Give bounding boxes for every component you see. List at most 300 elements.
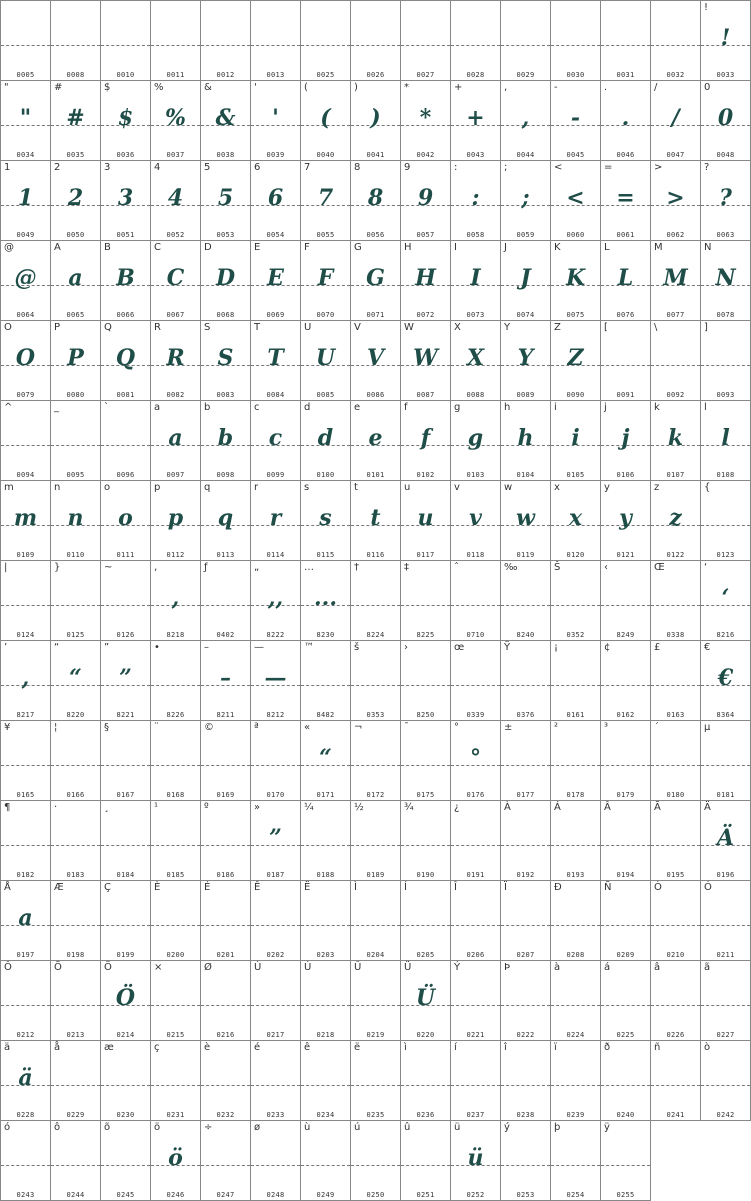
keyboard-character: Ó bbox=[704, 882, 712, 893]
glyph-cell bbox=[101, 321, 151, 401]
font-glyph-sample bbox=[601, 338, 650, 378]
glyph-cell bbox=[301, 1121, 351, 1201]
character-code: 0181 bbox=[716, 791, 735, 799]
keyboard-character: 0 bbox=[704, 82, 711, 93]
character-code: 0220 bbox=[416, 1031, 435, 1039]
keyboard-character: ã bbox=[704, 962, 711, 973]
glyph-cell bbox=[251, 241, 301, 321]
glyph-cell bbox=[101, 1121, 151, 1201]
character-code: 0038 bbox=[216, 151, 235, 159]
keyboard-character: á bbox=[604, 962, 611, 973]
font-glyph-sample: X bbox=[466, 345, 485, 371]
font-glyph-sample bbox=[301, 818, 350, 858]
font-glyph-sample: z bbox=[669, 505, 682, 531]
font-glyph-sample bbox=[651, 1058, 700, 1098]
character-code: 8364 bbox=[716, 711, 735, 719]
font-glyph-sample: q bbox=[217, 505, 234, 531]
glyph-cell bbox=[201, 721, 251, 801]
keyboard-character: ¥ bbox=[4, 722, 11, 733]
keyboard-character: , bbox=[504, 82, 508, 93]
keyboard-character: I bbox=[454, 242, 457, 253]
glyph-cell bbox=[701, 241, 751, 321]
glyph-cell bbox=[51, 161, 101, 241]
character-code: 0039 bbox=[266, 151, 285, 159]
keyboard-character: Ù bbox=[254, 962, 262, 973]
keyboard-character: Í bbox=[404, 882, 407, 893]
glyph-cell bbox=[51, 81, 101, 161]
glyph-cell bbox=[451, 241, 501, 321]
font-glyph-sample bbox=[101, 418, 150, 458]
character-code: 0222 bbox=[516, 1031, 535, 1039]
font-glyph-sample: Z bbox=[567, 345, 584, 371]
keyboard-character: Ê bbox=[254, 882, 261, 893]
glyph-cell bbox=[101, 721, 151, 801]
glyph-cell bbox=[401, 241, 451, 321]
glyph-cell bbox=[601, 641, 651, 721]
font-glyph-sample: 1 bbox=[17, 185, 34, 211]
font-glyph-sample: F bbox=[317, 265, 334, 291]
keyboard-character: < bbox=[554, 162, 563, 173]
character-code: 0064 bbox=[16, 311, 35, 319]
glyph-cell bbox=[551, 561, 601, 641]
keyboard-character: i bbox=[554, 402, 557, 413]
character-code: 0099 bbox=[266, 471, 285, 479]
font-glyph-sample: > bbox=[666, 185, 685, 211]
keyboard-character: s bbox=[304, 482, 310, 493]
glyph-cell bbox=[451, 801, 501, 881]
keyboard-character: v bbox=[454, 482, 460, 493]
font-glyph-sample: Y bbox=[517, 345, 534, 371]
keyboard-character: Ú bbox=[304, 962, 312, 973]
keyboard-character: à bbox=[554, 962, 561, 973]
keyboard-character: ª bbox=[254, 722, 259, 733]
character-code: 0248 bbox=[266, 1191, 285, 1199]
glyph-cell bbox=[1, 401, 51, 481]
font-glyph-sample: L bbox=[617, 265, 634, 291]
keyboard-character: Ï bbox=[504, 882, 507, 893]
font-glyph-sample: Ä bbox=[716, 825, 735, 851]
glyph-cell bbox=[601, 481, 651, 561]
glyph-cell bbox=[251, 1121, 301, 1201]
font-glyph-sample bbox=[51, 578, 100, 618]
glyph-cell bbox=[351, 161, 401, 241]
keyboard-character: £ bbox=[654, 642, 661, 653]
font-glyph-sample: . bbox=[621, 105, 630, 131]
character-code: 0116 bbox=[366, 551, 385, 559]
character-code: 0088 bbox=[466, 391, 485, 399]
font-glyph-sample bbox=[551, 898, 600, 938]
character-code: 0029 bbox=[516, 71, 535, 79]
font-glyph-sample: $ bbox=[117, 105, 134, 131]
font-glyph-sample: i bbox=[571, 425, 580, 451]
character-code: 0219 bbox=[366, 1031, 385, 1039]
keyboard-character: w bbox=[504, 482, 513, 493]
glyph-cell bbox=[151, 881, 201, 961]
character-code: 0044 bbox=[516, 151, 535, 159]
character-code: 0232 bbox=[216, 1111, 235, 1119]
glyph-cell bbox=[351, 81, 401, 161]
glyph-cell bbox=[251, 81, 301, 161]
glyph-cell bbox=[351, 1, 401, 81]
font-glyph-sample bbox=[701, 978, 750, 1018]
font-glyph-sample bbox=[301, 1058, 350, 1098]
keyboard-character: ì bbox=[404, 1042, 407, 1053]
keyboard-character: ] bbox=[704, 322, 708, 333]
glyph-cell bbox=[1, 321, 51, 401]
character-code: 0013 bbox=[266, 71, 285, 79]
font-glyph-sample bbox=[251, 738, 300, 778]
glyph-cell bbox=[51, 1, 101, 81]
glyph-cell bbox=[201, 401, 251, 481]
character-code: 0043 bbox=[466, 151, 485, 159]
glyph-cell bbox=[651, 401, 701, 481]
glyph-cell bbox=[651, 241, 701, 321]
character-code: 0225 bbox=[616, 1031, 635, 1039]
character-code: 0113 bbox=[216, 551, 235, 559]
font-glyph-sample: ,, bbox=[267, 585, 284, 611]
font-glyph-sample: , bbox=[171, 585, 180, 611]
font-glyph-sample: T bbox=[267, 345, 284, 371]
glyph-cell bbox=[701, 1041, 751, 1121]
glyph-cell bbox=[551, 881, 601, 961]
glyph-cell bbox=[551, 1, 601, 81]
keyboard-character: " bbox=[4, 82, 9, 93]
keyboard-character: ; bbox=[504, 162, 508, 173]
keyboard-character: 4 bbox=[154, 162, 161, 173]
keyboard-character: S bbox=[204, 322, 211, 333]
glyph-cell bbox=[101, 801, 151, 881]
glyph-cell bbox=[351, 1121, 401, 1201]
character-code: 0081 bbox=[116, 391, 135, 399]
glyph-cell bbox=[501, 801, 551, 881]
character-code: 0200 bbox=[166, 951, 185, 959]
keyboard-character: î bbox=[504, 1042, 507, 1053]
glyph-cell bbox=[501, 1, 551, 81]
keyboard-character: G bbox=[354, 242, 362, 253]
glyph-cell bbox=[251, 881, 301, 961]
glyph-cell bbox=[51, 1121, 101, 1201]
keyboard-character: õ bbox=[104, 1122, 111, 1133]
character-code: 0186 bbox=[216, 871, 235, 879]
character-code: 0193 bbox=[566, 871, 585, 879]
glyph-cell bbox=[401, 721, 451, 801]
character-code: 0040 bbox=[316, 151, 335, 159]
glyph-cell bbox=[651, 721, 701, 801]
character-code: 0253 bbox=[516, 1191, 535, 1199]
font-glyph-sample: e bbox=[368, 425, 383, 451]
keyboard-character: ¬ bbox=[354, 722, 363, 733]
character-code: 8217 bbox=[16, 711, 35, 719]
character-code: 0031 bbox=[616, 71, 635, 79]
glyph-cell bbox=[351, 961, 401, 1041]
glyph-cell bbox=[1, 1121, 51, 1201]
character-code: 0097 bbox=[166, 471, 185, 479]
font-glyph-sample: 0 bbox=[717, 105, 734, 131]
glyph-cell bbox=[601, 401, 651, 481]
glyph-cell bbox=[451, 81, 501, 161]
font-glyph-sample: ( bbox=[320, 105, 331, 131]
keyboard-character: ô bbox=[54, 1122, 61, 1133]
glyph-cell bbox=[701, 881, 751, 961]
glyph-cell bbox=[51, 881, 101, 961]
keyboard-character: Q bbox=[104, 322, 112, 333]
glyph-cell bbox=[501, 81, 551, 161]
font-glyph-sample bbox=[351, 658, 400, 698]
character-code: 0119 bbox=[516, 551, 535, 559]
font-glyph-sample bbox=[401, 1058, 450, 1098]
font-glyph-sample bbox=[351, 978, 400, 1018]
character-code: 8216 bbox=[716, 631, 735, 639]
font-glyph-sample bbox=[701, 898, 750, 938]
glyph-cell bbox=[151, 721, 201, 801]
character-code: 0107 bbox=[666, 471, 685, 479]
font-glyph-sample: - bbox=[570, 105, 581, 131]
glyph-cell bbox=[201, 1121, 251, 1201]
font-glyph-sample: M bbox=[663, 265, 688, 291]
font-glyph-sample bbox=[101, 738, 150, 778]
keyboard-character: Ö bbox=[104, 962, 112, 973]
keyboard-character: 8 bbox=[354, 162, 361, 173]
font-glyph-sample: ) bbox=[370, 105, 381, 131]
character-code: 0063 bbox=[716, 231, 735, 239]
keyboard-character: { bbox=[704, 482, 711, 493]
font-glyph-sample: S bbox=[217, 345, 234, 371]
glyph-cell bbox=[451, 481, 501, 561]
character-code: 0072 bbox=[416, 311, 435, 319]
glyph-cell bbox=[501, 481, 551, 561]
keyboard-character: ú bbox=[354, 1122, 361, 1133]
font-glyph-sample: 8 bbox=[367, 185, 384, 211]
glyph-cell bbox=[651, 881, 701, 961]
font-glyph-sample bbox=[501, 658, 550, 698]
keyboard-character: ‡ bbox=[404, 562, 409, 573]
character-code: 0190 bbox=[416, 871, 435, 879]
character-code: 0176 bbox=[466, 791, 485, 799]
character-code: 0215 bbox=[166, 1031, 185, 1039]
keyboard-character: \ bbox=[654, 322, 658, 333]
glyph-cell bbox=[151, 961, 201, 1041]
character-code: 0198 bbox=[66, 951, 85, 959]
glyph-cell bbox=[501, 161, 551, 241]
glyph-cell bbox=[251, 481, 301, 561]
character-code: 8212 bbox=[266, 711, 285, 719]
font-glyph-sample: g bbox=[467, 425, 484, 451]
font-glyph-sample bbox=[651, 898, 700, 938]
character-code: 0168 bbox=[166, 791, 185, 799]
glyph-cell bbox=[151, 1041, 201, 1121]
character-code: 0052 bbox=[166, 231, 185, 239]
keyboard-character: å bbox=[54, 1042, 61, 1053]
glyph-cell bbox=[51, 801, 101, 881]
character-code: 0051 bbox=[116, 231, 135, 239]
character-code: 8249 bbox=[616, 631, 635, 639]
font-glyph-sample: E bbox=[267, 265, 284, 291]
keyboard-character: š bbox=[354, 642, 360, 653]
glyph-cell bbox=[101, 161, 151, 241]
font-glyph-sample: W bbox=[413, 345, 438, 371]
keyboard-character: p bbox=[154, 482, 161, 493]
keyboard-character: r bbox=[254, 482, 259, 493]
font-glyph-sample bbox=[501, 818, 550, 858]
keyboard-character: # bbox=[54, 82, 63, 93]
font-glyph-sample bbox=[201, 1058, 250, 1098]
glyph-cell bbox=[401, 1121, 451, 1201]
character-code: 0227 bbox=[716, 1031, 735, 1039]
font-glyph-sample bbox=[301, 898, 350, 938]
keyboard-character: ó bbox=[4, 1122, 11, 1133]
font-glyph-sample bbox=[201, 18, 250, 58]
glyph-cell bbox=[151, 1121, 201, 1201]
keyboard-character: ¸ bbox=[104, 802, 109, 813]
glyph-cell bbox=[251, 161, 301, 241]
keyboard-character: } bbox=[54, 562, 61, 573]
glyph-cell bbox=[601, 161, 651, 241]
font-glyph-sample bbox=[51, 18, 100, 58]
keyboard-character: x bbox=[554, 482, 560, 493]
font-glyph-sample bbox=[451, 1058, 500, 1098]
character-code: 0250 bbox=[366, 1191, 385, 1199]
font-glyph-sample: ” bbox=[269, 825, 282, 851]
character-code: 0183 bbox=[66, 871, 85, 879]
keyboard-character: m bbox=[4, 482, 14, 493]
font-glyph-sample bbox=[501, 738, 550, 778]
character-code: 0054 bbox=[266, 231, 285, 239]
font-glyph-sample: r bbox=[269, 505, 282, 531]
font-glyph-sample bbox=[51, 978, 100, 1018]
character-code: 0203 bbox=[316, 951, 335, 959]
keyboard-character: Y bbox=[504, 322, 511, 333]
character-code: 0247 bbox=[216, 1191, 235, 1199]
glyph-cell bbox=[301, 721, 351, 801]
font-glyph-sample: 5 bbox=[217, 185, 234, 211]
glyph-cell bbox=[301, 1, 351, 81]
character-code: 0093 bbox=[716, 391, 735, 399]
font-glyph-sample bbox=[101, 1138, 150, 1178]
font-glyph-sample: s bbox=[319, 505, 332, 531]
character-code: 0045 bbox=[566, 151, 585, 159]
character-code: 0175 bbox=[416, 791, 435, 799]
font-glyph-sample: – bbox=[220, 665, 231, 691]
glyph-cell bbox=[601, 81, 651, 161]
keyboard-character: ï bbox=[554, 1042, 557, 1053]
font-glyph-sample: j bbox=[621, 425, 630, 451]
font-glyph-sample bbox=[151, 18, 200, 58]
font-glyph-sample bbox=[651, 978, 700, 1018]
font-glyph-sample bbox=[501, 18, 550, 58]
font-glyph-sample bbox=[151, 978, 200, 1018]
font-glyph-sample: ” bbox=[119, 665, 132, 691]
keyboard-character: ¨ bbox=[154, 722, 159, 733]
character-code: 0049 bbox=[16, 231, 35, 239]
keyboard-character: T bbox=[254, 322, 261, 333]
character-code: 0125 bbox=[66, 631, 85, 639]
keyboard-character: ‰ bbox=[504, 562, 518, 573]
glyph-cell bbox=[651, 641, 701, 721]
character-code: 0182 bbox=[16, 871, 35, 879]
keyboard-character: ð bbox=[604, 1042, 611, 1053]
glyph-cell bbox=[201, 881, 251, 961]
keyboard-character: ) bbox=[354, 82, 358, 93]
font-glyph-sample bbox=[551, 1058, 600, 1098]
glyph-cell bbox=[451, 321, 501, 401]
glyph-cell bbox=[501, 321, 551, 401]
character-code: 0214 bbox=[116, 1031, 135, 1039]
character-code: 0251 bbox=[416, 1191, 435, 1199]
glyph-cell bbox=[501, 1041, 551, 1121]
font-glyph-sample: Q bbox=[115, 345, 136, 371]
glyph-cell bbox=[151, 401, 201, 481]
character-code: 0126 bbox=[116, 631, 135, 639]
glyph-cell bbox=[651, 961, 701, 1041]
keyboard-character: e bbox=[354, 402, 361, 413]
keyboard-character: ½ bbox=[354, 802, 364, 813]
font-glyph-sample: 4 bbox=[167, 185, 184, 211]
font-glyph-sample bbox=[1, 578, 50, 618]
keyboard-character: ^ bbox=[4, 402, 13, 413]
keyboard-character: 1 bbox=[4, 162, 11, 173]
glyph-cell bbox=[51, 961, 101, 1041]
glyph-cell bbox=[651, 801, 701, 881]
font-glyph-sample bbox=[51, 418, 100, 458]
font-glyph-sample: I bbox=[470, 265, 481, 291]
character-code: 0080 bbox=[66, 391, 85, 399]
font-glyph-sample: # bbox=[66, 105, 85, 131]
font-glyph-sample bbox=[101, 1058, 150, 1098]
glyph-cell bbox=[251, 721, 301, 801]
character-code: 0179 bbox=[616, 791, 635, 799]
keyboard-character: ¶ bbox=[4, 802, 11, 813]
character-code: 0089 bbox=[516, 391, 535, 399]
character-code: 0171 bbox=[316, 791, 335, 799]
glyph-cell bbox=[401, 401, 451, 481]
character-code: 0209 bbox=[616, 951, 635, 959]
character-code: 0166 bbox=[66, 791, 85, 799]
character-code: 0046 bbox=[616, 151, 635, 159]
font-glyph-sample: y bbox=[619, 505, 632, 531]
character-code: 0050 bbox=[66, 231, 85, 239]
font-glyph-sample: 2 bbox=[67, 185, 84, 211]
keyboard-character: ` bbox=[104, 402, 109, 413]
glyph-cell bbox=[301, 401, 351, 481]
character-code: 0211 bbox=[716, 951, 735, 959]
keyboard-character: c bbox=[254, 402, 260, 413]
glyph-cell bbox=[101, 401, 151, 481]
glyph-cell bbox=[701, 721, 751, 801]
keyboard-character: Õ bbox=[54, 962, 62, 973]
keyboard-character: ä bbox=[4, 1042, 11, 1053]
font-glyph-sample bbox=[201, 738, 250, 778]
keyboard-character: W bbox=[404, 322, 414, 333]
character-code: 0338 bbox=[666, 631, 685, 639]
font-glyph-sample: ö bbox=[168, 1145, 183, 1171]
font-glyph-sample bbox=[51, 818, 100, 858]
font-glyph-sample bbox=[651, 738, 700, 778]
font-glyph-sample: ü bbox=[467, 1145, 484, 1171]
glyph-cell bbox=[201, 1041, 251, 1121]
keyboard-character: + bbox=[454, 82, 463, 93]
glyph-cell bbox=[701, 81, 751, 161]
keyboard-character: 9 bbox=[404, 162, 411, 173]
font-glyph-sample: * bbox=[419, 105, 432, 131]
character-code: 0092 bbox=[666, 391, 685, 399]
glyph-cell bbox=[151, 321, 201, 401]
glyph-cell bbox=[501, 1121, 551, 1201]
glyph-cell bbox=[301, 961, 351, 1041]
glyph-cell bbox=[101, 241, 151, 321]
glyph-cell bbox=[301, 81, 351, 161]
character-code: 0177 bbox=[516, 791, 535, 799]
character-code: 0106 bbox=[616, 471, 635, 479]
